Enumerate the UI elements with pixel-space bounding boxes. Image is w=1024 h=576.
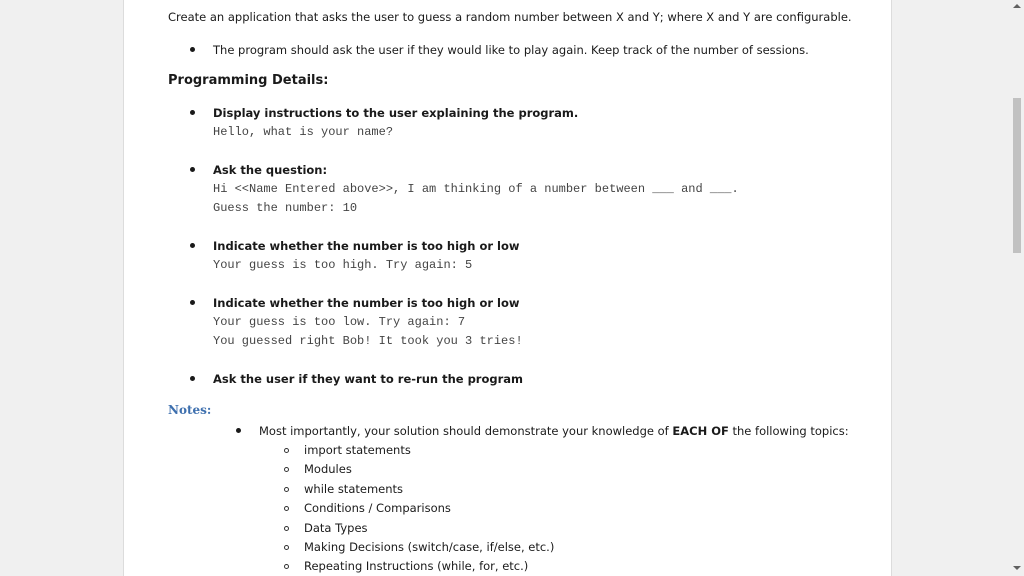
notes-text-bold: EACH OF — [672, 424, 729, 438]
intro-paragraph: Create an application that asks the user to guess a random number between X and Y; where X and Y are configurable. — [168, 10, 852, 24]
circle-bullet-icon — [284, 526, 289, 531]
code-line: Your guess is too low. Try again: 7 — [213, 315, 466, 329]
notes-bullet-text — [259, 424, 849, 438]
topic-item: import statements — [304, 443, 411, 457]
scrollbar-thumb[interactable] — [1013, 98, 1021, 253]
notes-text-before: Most importantly, your solution should demonstrate your knowledge of — [259, 424, 673, 438]
notes-text-after: the following topics: — [728, 424, 849, 438]
circle-bullet-icon — [284, 448, 289, 453]
bullet-icon — [190, 47, 195, 52]
code-line: Your guess is too high. Try again: 5 — [213, 258, 473, 272]
circle-bullet-icon — [284, 545, 289, 550]
bullet-icon — [190, 110, 195, 115]
scroll-up-arrow-icon[interactable] — [1013, 4, 1021, 8]
topic-item: while statements — [304, 482, 404, 496]
vertical-scrollbar[interactable] — [1009, 0, 1024, 576]
circle-bullet-icon — [284, 467, 289, 472]
topic-item: Repeating Instructions (while, for, etc.) — [304, 559, 529, 573]
detail-title: Indicate whether the number is too high or low — [213, 239, 520, 253]
circle-bullet-icon — [284, 506, 289, 511]
bullet-icon — [190, 376, 195, 381]
code-line: Hello, what is your name? — [213, 125, 394, 139]
bullet-icon — [236, 428, 241, 433]
circle-bullet-icon — [284, 564, 289, 569]
code-line: Guess the number: 10 — [213, 201, 358, 215]
topic-item: Data Types — [304, 521, 368, 535]
detail-title: Ask the user if they want to re-run the program — [213, 372, 524, 386]
notes-heading: Notes: — [168, 403, 212, 417]
code-line: Hi <<Name Entered above>>, I am thinking of a number between ___ and ___. — [213, 182, 739, 196]
bullet-icon — [190, 243, 195, 248]
top-bullet-text: The program should ask the user if they would like to play again. Keep track of the number of sessions. — [213, 43, 809, 57]
detail-title: Indicate whether the number is too high or low — [213, 296, 520, 310]
scroll-down-arrow-icon[interactable] — [1013, 566, 1021, 570]
topic-item: Conditions / Comparisons — [304, 501, 451, 515]
document-page — [123, 0, 892, 576]
detail-title: Ask the question: — [213, 163, 328, 177]
circle-bullet-icon — [284, 487, 289, 492]
programming-details-heading: Programming Details: — [168, 73, 329, 88]
topic-item: Making Decisions (switch/case, if/else, etc.) — [304, 540, 555, 554]
detail-title: Display instructions to the user explaining the program. — [213, 106, 579, 120]
code-line: You guessed right Bob! It took you 3 tries! — [213, 334, 523, 348]
topic-item: Modules — [304, 462, 352, 476]
bullet-icon — [190, 300, 195, 305]
bullet-icon — [190, 167, 195, 172]
